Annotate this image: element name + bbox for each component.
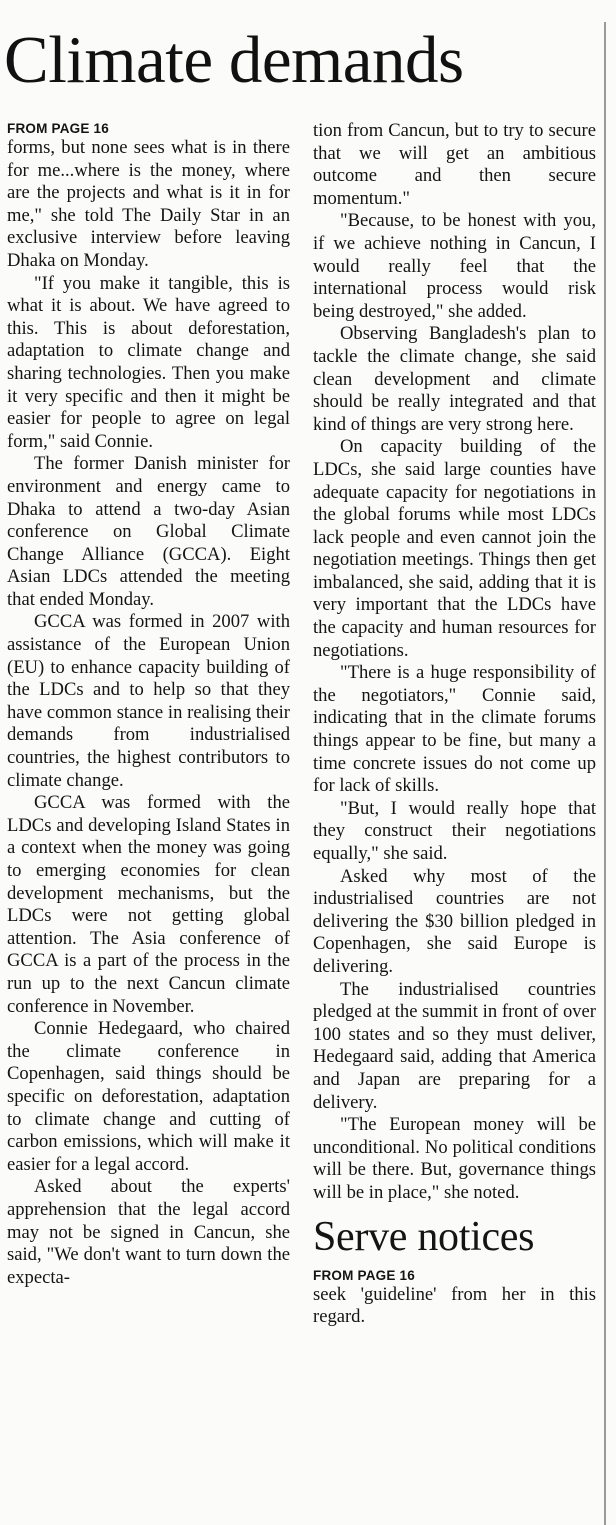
- paragraph: The industrialised countries pledged at the summit in front of over 100 states and so they must deliver, Hedegaard said, adding that America and Japan are preparing for a delivery.: [313, 978, 596, 1113]
- paragraph: GCCA was formed in 2007 with assistance of the European Union (EU) to enhance capacity building of the LDCs and to help so that they have common stance in realising their demands from industrialised countries, the highest contributors to climate change.: [7, 611, 290, 791]
- paragraph: "But, I would really hope that they construct their negotiations equally," she said.: [313, 797, 596, 864]
- paragraph: "There is a huge responsibility of the negotiators," Connie said, indicating that in the climate forums things appear to be fine, but many a time concrete issues do not come up for lack of skills.: [313, 662, 596, 797]
- right-column: [313, 120, 596, 1329]
- second-headline: Serve notices: [313, 1213, 535, 1260]
- headline: Climate demands: [4, 23, 464, 97]
- paragraph: "The European money will be unconditional. No political conditions will be there. But, governance things will be in place," she noted.: [313, 1114, 596, 1203]
- paragraph: On capacity building of the LDCs, she said large counties have adequate capacity for negotiations in the global forums while most LDCs lack people and even cannot join the negotiation meetings. Things then get imbalanced, she said, adding that it is very important that the LDCs have the capacity and human resources for negotiations.: [313, 436, 596, 661]
- continuation-kicker: FROM PAGE 16: [7, 121, 109, 136]
- paragraph: Asked why most of the industrialised countries are not delivering the $30 billion pledged in Copenhagen, she said Europe is delivering.: [313, 865, 596, 977]
- paragraph: Observing Bangladesh's plan to tackle the climate change, she said clean development and climate should be really integrated and that kind of things are very strong here.: [313, 323, 596, 435]
- paragraph: "Because, to be honest with you, if we achieve nothing in Cancun, I would really feel that the international process would risk being destroyed," she added.: [313, 210, 596, 322]
- paragraph: "If you make it tangible, this is what it is about. We have agreed to this. This is about deforestation, adaptation to climate change and sharing technologies. Then you make it very specific and then it might be easier for people to agree on legal form," said Connie.: [7, 272, 290, 452]
- left-column: [7, 120, 290, 1289]
- second-paragraph: seek 'guideline' from her in this regard.: [313, 1283, 596, 1328]
- paragraph: The former Danish minister for environment and energy came to Dhaka to attend a two-day Asian conference on Global Climate Change Alliance (GCCA). Eight Asian LDCs attended the meeting that ended Monday.: [7, 453, 290, 610]
- second-kicker: FROM PAGE 16: [313, 1267, 415, 1283]
- column-rule: [604, 22, 606, 1525]
- paragraph: Connie Hedegaard, who chaired the climate conference in Copenhagen, said things should be specific on deforestation, adaptation to climate change and cutting of carbon emissions, which will make it easier for a legal accord.: [7, 1018, 290, 1175]
- paragraph: Asked about the experts' apprehension that the legal accord may not be signed in Cancun, she said, "We don't want to turn down the expecta-: [7, 1176, 290, 1288]
- paragraph: tion from Cancun, but to try to secure that we will get an ambitious outcome and then secure momentum.": [313, 120, 596, 209]
- paragraph: GCCA was formed with the LDCs and developing Island States in a context when the money was going to emerging economies for clean development mechanisms, but the LDCs were not getting global attention. The Asia conference of GCCA is a part of the process in the run up to the next Cancun climate conference in November.: [7, 792, 290, 1017]
- paragraph: forms, but none sees what is in there for me...where is the money, where are the projects and what is it in for me," she told The Daily Star in an exclusive interview before leaving Dhaka on Monday.: [7, 137, 290, 271]
